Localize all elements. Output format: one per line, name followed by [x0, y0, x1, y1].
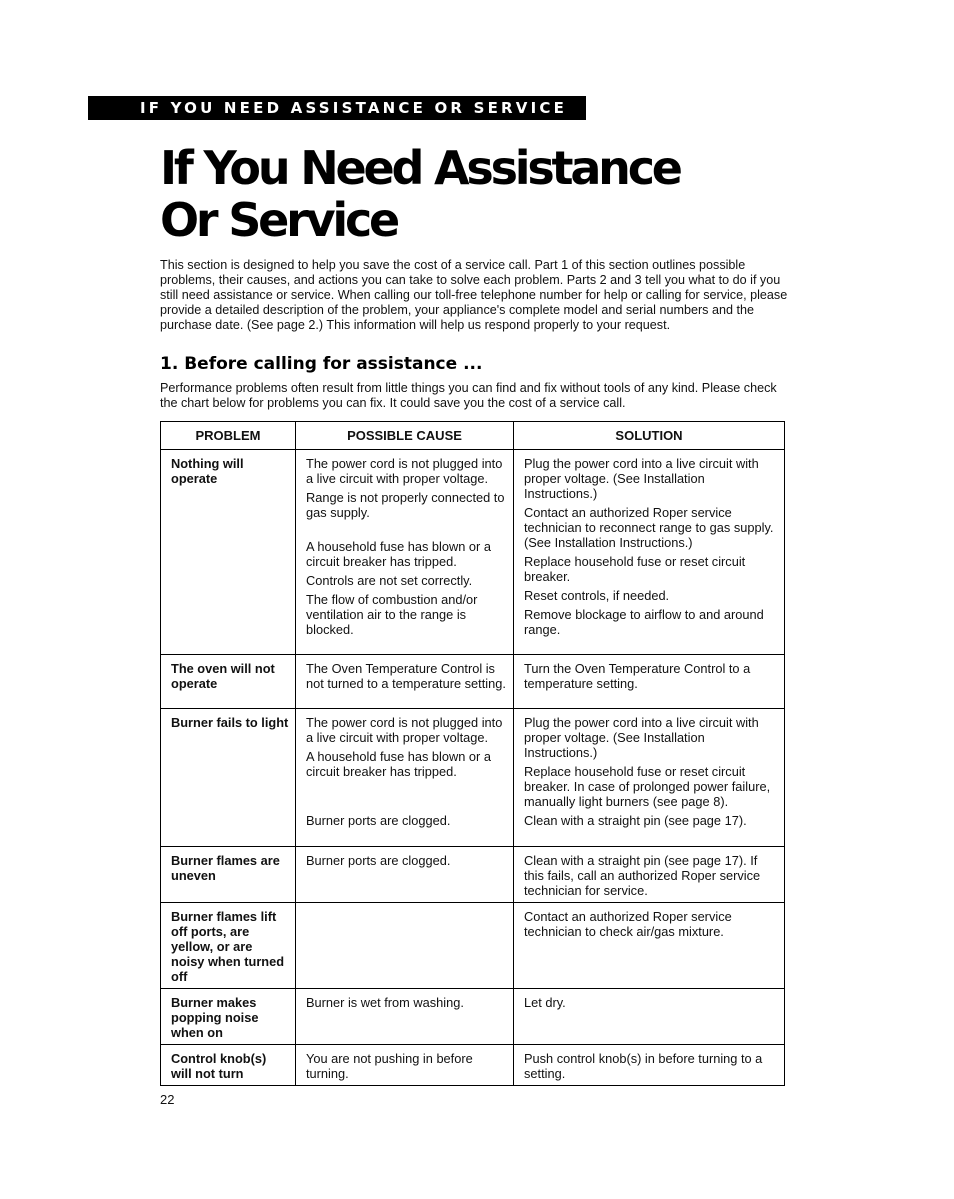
section-heading: 1. Before calling for assistance ... [160, 354, 483, 374]
column-header-cause: POSSIBLE CAUSE [296, 422, 514, 450]
problem-cell: Burner fails to light [161, 709, 296, 847]
intro-paragraph: This section is designed to help you save the cost of a service call. Part 1 of this section outlines possible problems, their causes, and actions you can take to solve each problem. Parts 2 and 3 tell you what to do if you still need assistance or service. When calling our toll-free telephone number for help or calling for service, please provide a detailed description of the problem, your appliance's complete model and serial numbers and the purchase date. (See page 2.) This information will help us respond properly to your request. [160, 258, 788, 332]
solution-text: Plug the power cord into a live circuit with proper voltage. (See Installation Instructions.) [524, 715, 759, 760]
page-number: 22 [160, 1092, 175, 1107]
solution-cell [514, 989, 785, 1045]
cause-cell [296, 1045, 514, 1086]
cause-text: Range is not properly connected to gas supply. [306, 490, 505, 520]
solution-text: Contact an authorized Roper service technician to reconnect range to gas supply. (See Installation Instructions.) [524, 505, 774, 550]
page-title [160, 142, 680, 246]
cause-cell [296, 655, 514, 709]
cause-cell [296, 450, 514, 655]
problem-cell: Burner makes popping noise when on [161, 989, 296, 1045]
cause-text: A household fuse has blown or a circuit breaker has tripped. [306, 539, 491, 569]
cause-text: Burner ports are clogged. [306, 813, 451, 828]
table-row [161, 903, 785, 989]
page-title-line-1: If You Need Assistance [160, 141, 680, 195]
solution-cell [514, 709, 785, 847]
table-row [161, 1045, 785, 1086]
page-title-line-2: Or Service [160, 193, 398, 247]
cause-cell [296, 989, 514, 1045]
cause-text: The power cord is not plugged into a live circuit with proper voltage. [306, 456, 503, 486]
solution-cell [514, 655, 785, 709]
cause-text: Controls are not set correctly. [306, 573, 473, 588]
cause-text: Burner is wet from washing. [306, 995, 464, 1010]
solution-text: Reset controls, if needed. [524, 588, 670, 603]
solution-text: Let dry. [524, 995, 566, 1010]
solution-cell [514, 847, 785, 903]
problem-cell: Burner flames lift off ports, are yellow, or are noisy when turned off [161, 903, 296, 989]
solution-text: Replace household fuse or reset circuit breaker. [524, 554, 746, 584]
solution-cell [514, 450, 785, 655]
cause-text: The Oven Temperature Control is not turned to a temperature setting. [306, 661, 506, 691]
problem-cell: Nothing will operate [161, 450, 296, 655]
cause-text: Burner ports are clogged. [306, 853, 451, 868]
solution-text: Turn the Oven Temperature Control to a temperature setting. [524, 661, 751, 691]
table-header-row [161, 422, 785, 450]
problem-cell: Control knob(s) will not turn [161, 1045, 296, 1086]
solution-text: Push control knob(s) in before turning to a setting. [524, 1051, 763, 1081]
table-row [161, 655, 785, 709]
table-row [161, 989, 785, 1045]
cause-text: You are not pushing in before turning. [306, 1051, 473, 1081]
cause-cell [296, 709, 514, 847]
table-row [161, 847, 785, 903]
column-header-problem: PROBLEM [161, 422, 296, 450]
problem-cell: The oven will not operate [161, 655, 296, 709]
section-banner: IF YOU NEED ASSISTANCE OR SERVICE [88, 96, 586, 120]
section-intro-paragraph: Performance problems often result from little things you can find and fix without tools of any kind. Please check the chart below for problems you can fix. It could save you the cost of a service call. [160, 381, 777, 410]
solution-cell [514, 1045, 785, 1086]
solution-text: Clean with a straight pin (see page 17). If this fails, call an authorized Roper service technician for service. [524, 853, 761, 898]
cause-cell [296, 903, 514, 989]
cause-text: The flow of combustion and/or ventilation air to the range is blocked. [306, 592, 478, 637]
column-header-solution: SOLUTION [514, 422, 785, 450]
troubleshooting-table [160, 421, 785, 1086]
solution-text: Contact an authorized Roper service technician to check air/gas mixture. [524, 909, 732, 939]
solution-text: Replace household fuse or reset circuit breaker. In case of prolonged power failure, manually light burners (see page 8). [524, 764, 771, 809]
table-row [161, 450, 785, 655]
solution-text: Remove blockage to airflow to and around range. [524, 607, 764, 637]
table-row [161, 709, 785, 847]
solution-text: Clean with a straight pin (see page 17). [524, 813, 747, 828]
problem-cell: Burner flames are uneven [161, 847, 296, 903]
solution-cell [514, 903, 785, 989]
cause-text: A household fuse has blown or a circuit breaker has tripped. [306, 749, 491, 779]
cause-text: The power cord is not plugged into a live circuit with proper voltage. [306, 715, 503, 745]
solution-text: Plug the power cord into a live circuit with proper voltage. (See Installation Instructions.) [524, 456, 759, 501]
cause-cell [296, 847, 514, 903]
